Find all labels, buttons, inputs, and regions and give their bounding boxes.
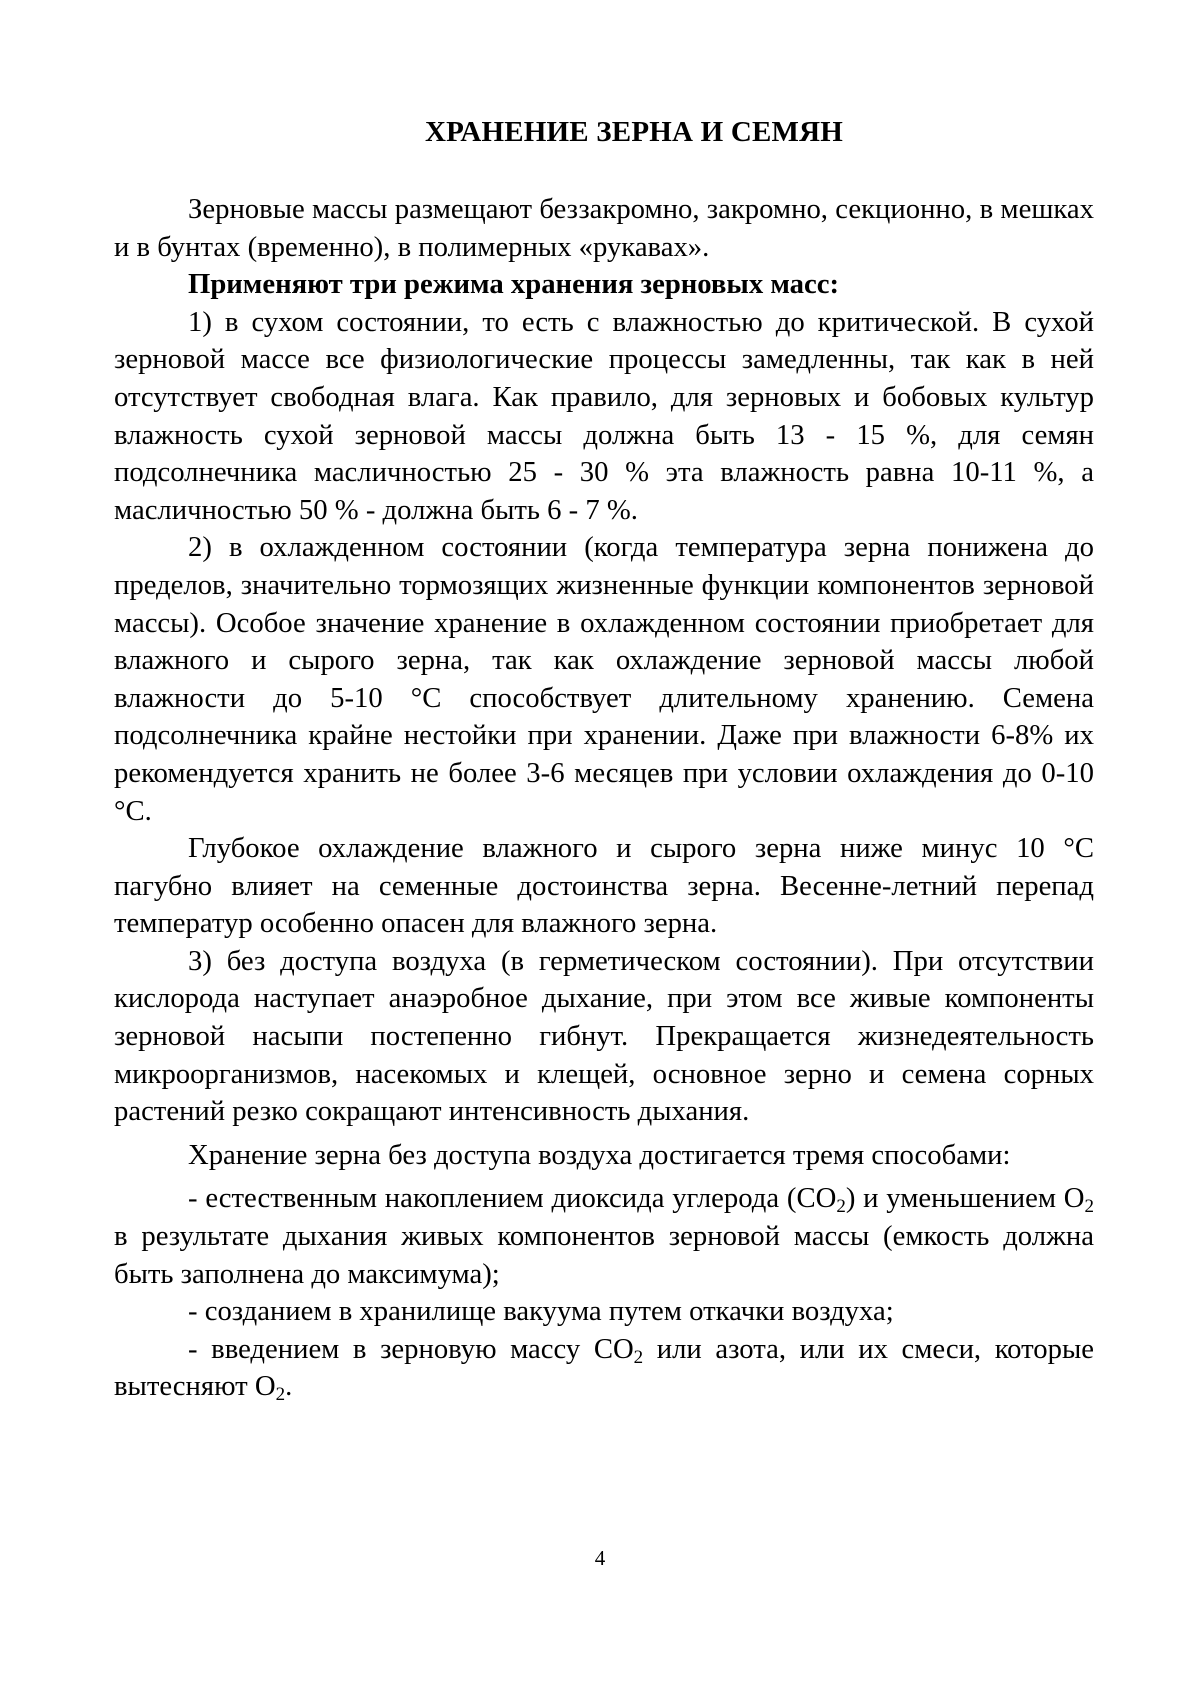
paragraph-mode-dry: 1) в сухом состоянии, то есть с влажностью до критической. В сухой зерновой массе все физиологические процессы замедленны, так как в ней отсутствует свободная влага. Как правило, для зерновых и бобовых культур влажность сухой зерновой массы должна быть 13 - 15 %, для семян подсолнечника масличностью 25 - 30 % эта влаж­ность равна 10-11 %, а масличностью 50 % - должна быть 6 - 7 %. — [114, 304, 1094, 530]
subscript: 2 — [634, 1347, 644, 1368]
text-segment: - естественным накоплением диоксида углерода (CO — [188, 1182, 836, 1214]
page-number: 4 — [0, 1546, 1200, 1570]
paragraph-method-vacuum: - созданием в хранилище вакуума путем откачки воздуха; — [114, 1293, 1094, 1331]
paragraph-modes-heading: Применяют три режима хранения зерновых масс: — [114, 266, 1094, 304]
paragraph-method-gas-injection — [114, 1331, 1094, 1406]
text-segment: - введением в зерновую массу CO — [188, 1333, 634, 1365]
paragraph-airless-methods-intro: Хранение зерна без доступа воздуха достигается тремя способа­ми: — [114, 1137, 1094, 1175]
text-segment: или азота, или их смеси, ко­торые вытесняют O — [114, 1333, 1094, 1403]
subscript: 2 — [1085, 1196, 1095, 1217]
subscript: 2 — [276, 1384, 286, 1405]
page-title: ХРАНЕНИЕ ЗЕРНА И СЕМЯН — [114, 112, 1094, 152]
text-segment: в результате дыхания живых компонентов зерновой массы (емкость должна быть заполнена до максимума); — [114, 1220, 1094, 1290]
document-page — [0, 0, 1200, 1697]
subscript: 2 — [836, 1196, 846, 1217]
text-segment: ) и умень­шением O — [846, 1182, 1085, 1214]
text-segment: . — [285, 1370, 292, 1402]
paragraph-mode-airless: 3) без доступа воздуха (в герметическом состоянии). При отсут­ствии кислорода наступает анаэробное дыхание, при этом все живые компоненты зерновой насыпи постепенно гибнут. Прекращается жизнедеятельность микроорганизмов, насекомых и клещей, основное зерно и семена сорных растений резко сокращают интенсивность ды­хания. — [114, 943, 1094, 1131]
paragraph-method-co2-accumulation — [114, 1180, 1094, 1293]
page-content — [114, 112, 1094, 1406]
paragraph-mode-cooled: 2) в охлажденном состоянии (когда температура зерна понижена до пределов, значительно тормозящих жизненные функции компо­нентов зерновой массы). Особое значение хранение в охлажденном состоянии приобретает для влажного и сырого зерна, так как охлаж­дение зерновой массы любой влажности до 5-10 °С способствует длительному хранению. Семена подсолнечника крайне нестойки при хранении. Даже при влажности 6-8% их рекомендуется хранить не более 3-6 месяцев при условии охлаждения до 0-10 °С. — [114, 529, 1094, 830]
paragraph-deep-cooling: Глубокое охлаждение влажного и сырого зерна ниже минус 10 °С пагубно влияет на семенные достоинства зерна. Весенне-летний перепад температур особенно опасен для влажного зерна. — [114, 830, 1094, 943]
paragraph-placement: Зерновые массы размещают беззакромно, закромно, секционно, в мешках и в бунтах (временно), в полимерных «рукавах». — [114, 191, 1094, 266]
